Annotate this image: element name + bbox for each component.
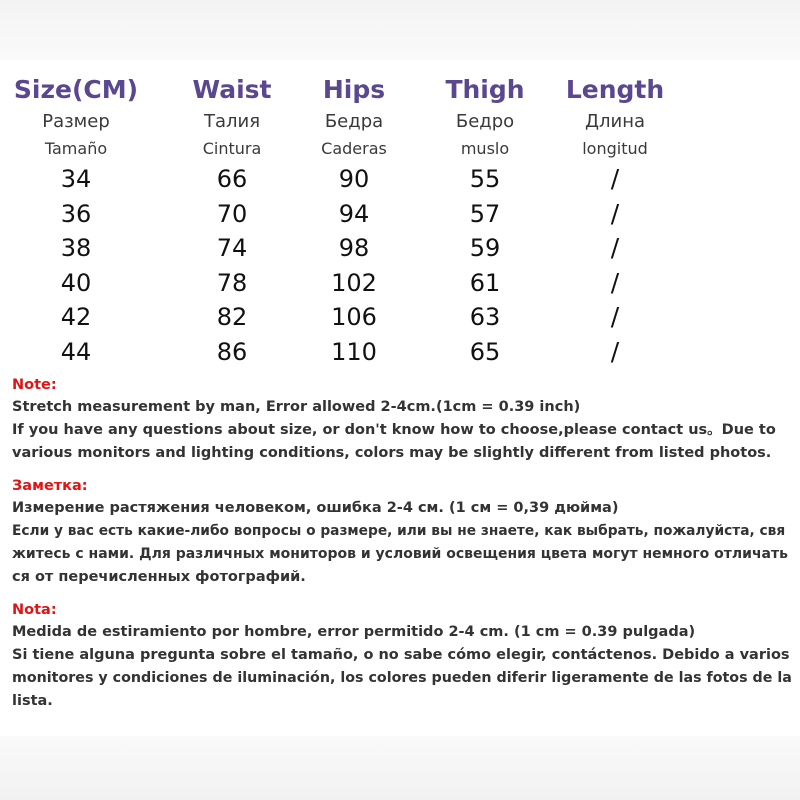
column-length xyxy=(535,72,695,370)
table-cell: 40 xyxy=(60,268,92,297)
column-header-hips: Hips xyxy=(322,75,386,104)
table-cell: 90 xyxy=(338,165,370,193)
column-subheader-ru-thigh: Бедро xyxy=(455,111,515,132)
table-cell: 78 xyxy=(216,268,248,297)
note-line: Si tiene alguna pregunta sobre el tamaño, o no sabe cómo elegir, contáctenos. Debido a varios xyxy=(12,647,790,663)
table-cell: 86 xyxy=(216,337,248,366)
table-cell: 98 xyxy=(338,234,370,263)
column-subheader-ru-hips: Бедра xyxy=(324,111,384,132)
table-cell: 59 xyxy=(469,234,501,263)
note-line: monitores y condiciones de iluminación, los colores pueden diferir ligeramente de las fotos de la xyxy=(12,670,792,686)
table-cell: 44 xyxy=(60,337,92,366)
column-subheader-ru-size: Размер xyxy=(42,111,110,132)
table-cell: 82 xyxy=(216,303,248,332)
table-cell: / xyxy=(610,198,620,228)
table-cell: / xyxy=(610,336,620,366)
note-title-english: Note: xyxy=(12,377,57,393)
column-subheader-ru-length: Длина xyxy=(584,111,646,132)
note-line: various monitors and lighting conditions, colors may be slightly different from listed photos. xyxy=(12,445,772,461)
note-line: Medida de estiramiento por hombre, error permitido 2-4 cm. (1 cm = 0.39 pulgada) xyxy=(12,624,696,640)
table-cell: 42 xyxy=(60,303,92,332)
note-spanish xyxy=(12,599,794,713)
note-line: If you have any questions about size, or don't know how to choose,please contact us。Due to xyxy=(12,422,776,438)
note-line: житесь с нами. Для различных мониторов и условий освещения цвета могут немного отличать xyxy=(12,546,788,562)
table-cell: 63 xyxy=(469,303,501,332)
note-title-russian: Заметка: xyxy=(12,478,88,494)
table-cell: / xyxy=(610,302,620,332)
table-cell: 38 xyxy=(60,234,92,263)
column-header-waist: Waist xyxy=(192,75,272,104)
note-english xyxy=(12,374,794,465)
table-cell: 36 xyxy=(60,199,92,228)
column-subheader-es-length: longitud xyxy=(582,139,648,158)
note-line: lista. xyxy=(12,693,53,709)
column-subheader-ru-waist: Талия xyxy=(203,111,261,132)
table-cell: / xyxy=(610,267,620,297)
table-cell: 55 xyxy=(469,165,501,193)
table-cell: 74 xyxy=(216,234,248,263)
note-line: Если у вас есть какие-либо вопросы о размере, или вы не знаете, как выбрать, пожалуйста, свя xyxy=(12,523,786,539)
table-cell: 70 xyxy=(216,199,248,228)
table-cell: 102 xyxy=(331,268,377,297)
column-header-length: Length xyxy=(565,75,665,104)
column-subheader-es-size: Tamaño xyxy=(44,139,108,158)
table-cell: 66 xyxy=(216,165,248,193)
note-line: Измерение растяжения человеком, ошибка 2-4 см. (1 см = 0,39 дюйма) xyxy=(12,500,619,516)
table-cell: 34 xyxy=(60,165,92,193)
table-cell: 65 xyxy=(469,337,501,366)
note-title-spanish: Nota: xyxy=(12,602,57,618)
notes-section xyxy=(12,374,794,723)
bottom-background-band xyxy=(0,736,800,800)
table-cell: / xyxy=(610,233,620,263)
column-size xyxy=(0,72,156,370)
column-header-size: Size(CM) xyxy=(13,75,139,104)
column-subheader-es-hips: Caderas xyxy=(321,139,387,158)
table-cell: / xyxy=(610,164,620,193)
table-cell: 106 xyxy=(331,303,377,332)
table-cell: 57 xyxy=(469,199,501,228)
table-cell: 94 xyxy=(338,199,370,228)
column-header-thigh: Thigh xyxy=(445,75,525,104)
table-cell: 61 xyxy=(469,268,501,297)
column-subheader-es-waist: Cintura xyxy=(202,139,262,158)
note-line: Stretch measurement by man, Error allowed 2-4cm.(1cm = 0.39 inch) xyxy=(12,399,581,415)
note-line: ся от перечисленных фотографий. xyxy=(12,569,306,585)
note-russian xyxy=(12,475,794,589)
column-subheader-es-thigh: muslo xyxy=(460,139,510,158)
table-cell: 110 xyxy=(331,337,377,366)
top-background-band xyxy=(0,0,800,60)
